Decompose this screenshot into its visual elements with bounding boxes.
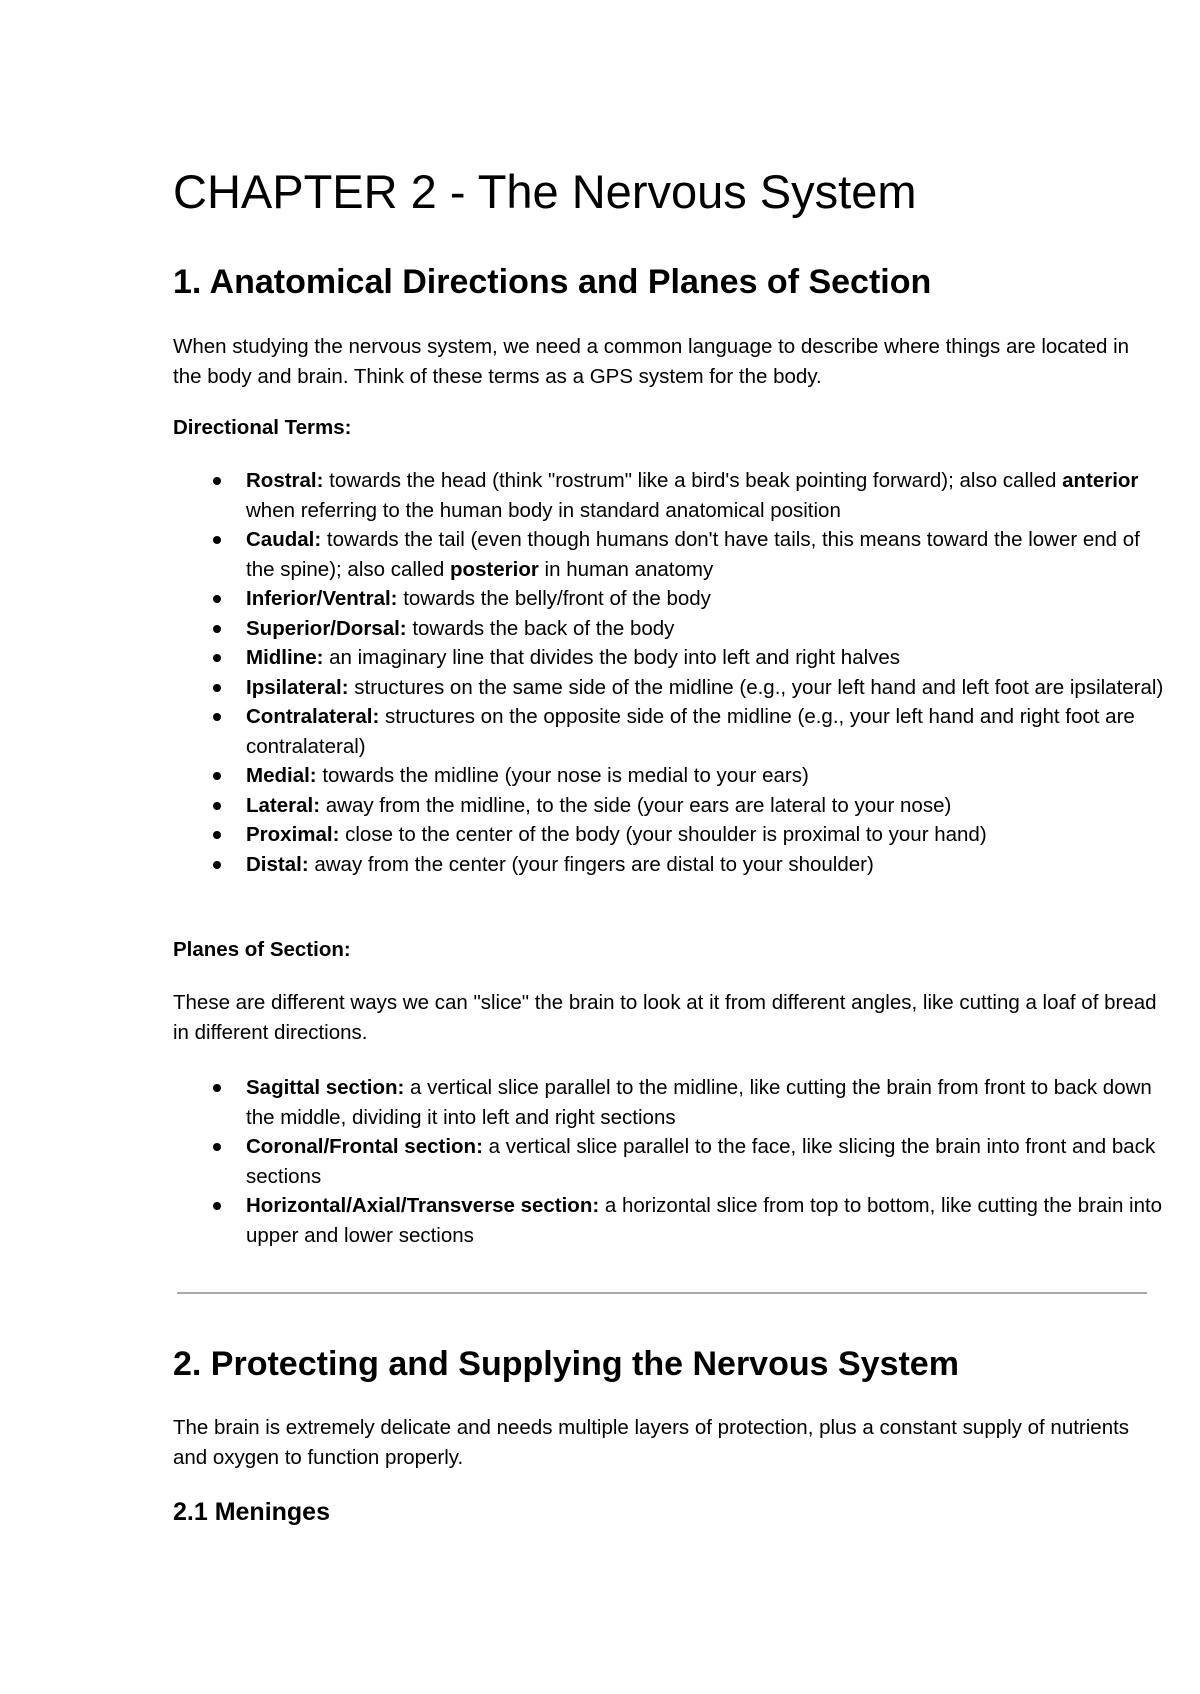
bullet-icon <box>213 772 221 780</box>
section-1-heading: 1. Anatomical Directions and Planes of Section <box>173 263 932 301</box>
bullet-icon <box>213 1143 221 1151</box>
page-title: CHAPTER 2 - The Nervous System <box>173 165 917 218</box>
list-item: Medial: towards the midline (your nose is medial to your ears) <box>173 761 1173 791</box>
list-item: Distal: away from the center (your fingers are distal to your shoulder) <box>173 850 1173 880</box>
bullet-icon <box>213 1202 221 1210</box>
list-item: Inferior/Ventral: towards the belly/front of the body <box>173 584 1173 614</box>
section-2-intro: The brain is extremely delicate and needs multiple layers of protection, plus a constant supply of nutrients and oxygen to function properly. <box>173 1416 1130 1469</box>
bullet-icon <box>213 802 221 810</box>
bullet-icon <box>213 831 221 839</box>
section-divider <box>177 1292 1147 1294</box>
bullet-icon <box>213 1084 221 1092</box>
bullet-icon <box>213 477 221 485</box>
section-2-heading: 2. Protecting and Supplying the Nervous System <box>173 1345 959 1383</box>
bullet-icon <box>213 684 221 692</box>
list-item: Lateral: away from the midline, to the side (your ears are lateral to your nose) <box>173 791 1173 821</box>
list-item: Rostral: towards the head (think "rostrum" like a bird's beak pointing forward); also called anterior when referring to the human body in standard anatomical position <box>173 466 1173 525</box>
list-item: Horizontal/Axial/Transverse section: a horizontal slice from top to bottom, like cutting the brain into upper and lower sections <box>173 1191 1173 1250</box>
list-item: Coronal/Frontal section: a vertical slice parallel to the face, like slicing the brain into front and back sections <box>173 1132 1173 1191</box>
planes-list <box>173 1073 1173 1250</box>
list-item: Contralateral: structures on the opposite side of the midline (e.g., your left hand and right foot are contralateral) <box>173 702 1173 761</box>
bullet-icon <box>213 595 221 603</box>
list-item: Caudal: towards the tail (even though humans don't have tails, this means toward the lower end of the spine); also called posterior in human anatomy <box>173 525 1173 584</box>
list-item: Midline: an imaginary line that divides the body into left and right halves <box>173 643 1173 673</box>
list-item: Proximal: close to the center of the body (your shoulder is proximal to your hand) <box>173 820 1173 850</box>
list-item: Superior/Dorsal: towards the back of the body <box>173 614 1173 644</box>
bullet-icon <box>213 625 221 633</box>
planes-intro: These are different ways we can "slice" the brain to look at it from different angles, like cutting a loaf of bread in different directions. <box>173 991 1157 1044</box>
subsection-meninges-heading: 2.1 Meninges <box>173 1498 330 1526</box>
bullet-icon <box>213 861 221 869</box>
directional-terms-label: Directional Terms: <box>173 416 352 439</box>
bullet-icon <box>213 536 221 544</box>
directional-terms-list <box>173 466 1173 879</box>
planes-of-section-label: Planes of Section: <box>173 938 351 961</box>
list-item: Sagittal section: a vertical slice parallel to the midline, like cutting the brain from front to back down the middle, dividing it into left and right sections <box>173 1073 1173 1132</box>
bullet-icon <box>213 713 221 721</box>
bullet-icon <box>213 654 221 662</box>
section-1-intro: When studying the nervous system, we need a common language to describe where things are located in the body and brain. Think of these terms as a GPS system for the body. <box>173 335 1130 388</box>
list-item: Ipsilateral: structures on the same side of the midline (e.g., your left hand and left foot are ipsilateral) <box>173 673 1173 703</box>
